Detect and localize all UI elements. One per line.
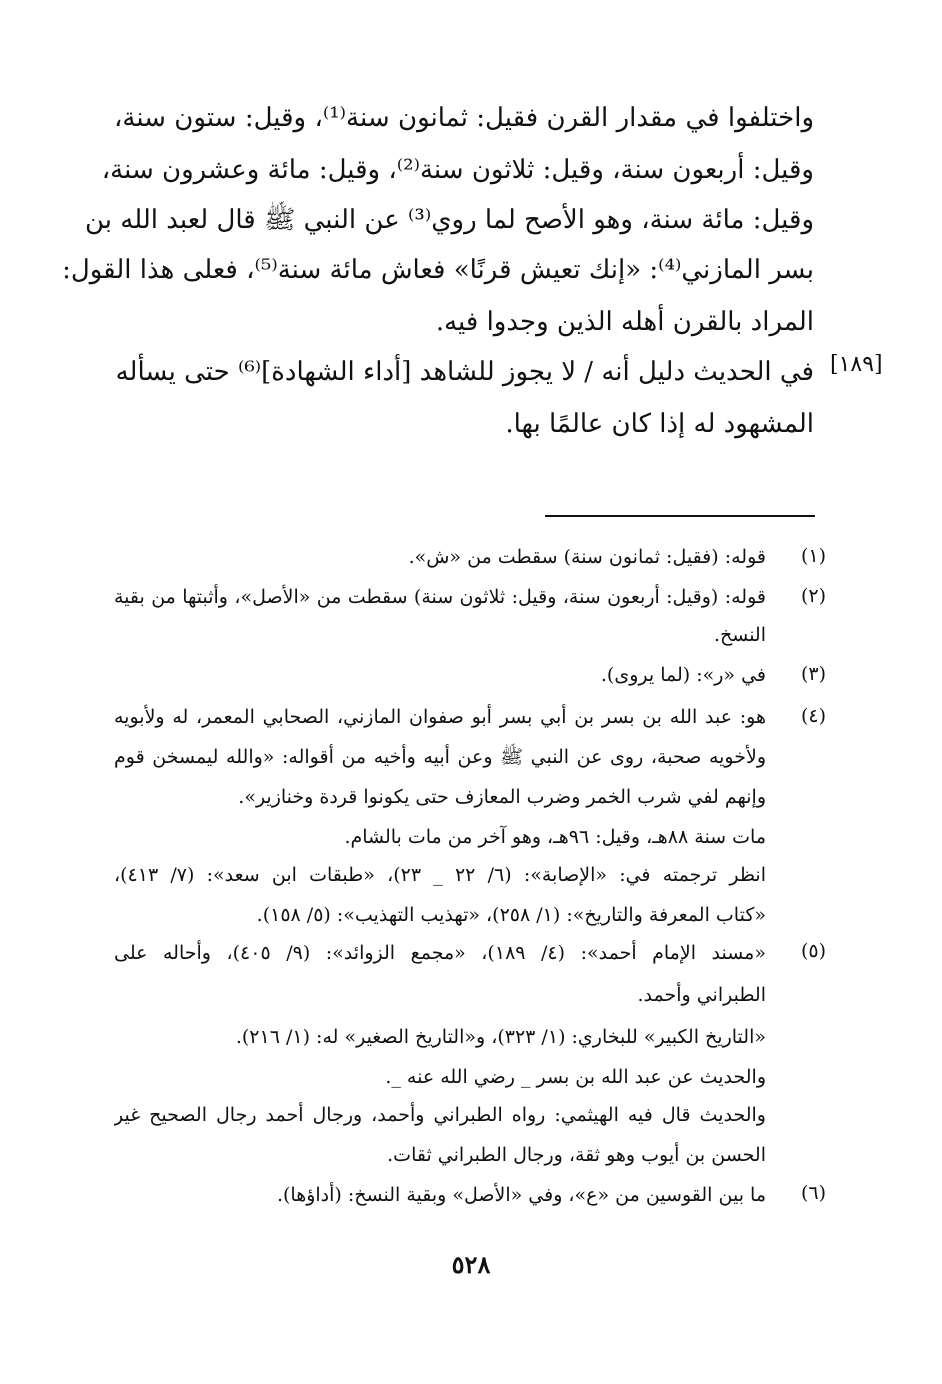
manuscript-folio-marker: [١٨٩] [830,352,883,377]
footnote-number-6: (٦) [800,1182,826,1204]
main-text-line-4: بسر المازني⁽⁴⁾: «إنك تعيش قرنًا» فعاش مائة سنة⁽⁵⁾، فعلى هذا القول: [62,255,814,285]
main-text-line-6: في الحديث دليل أنه / لا يجوز للشاهد [أداء الشهادة]⁽⁶⁾ حتى يسأله [115,357,814,387]
footnote-line: والحديث عن عبد الله بن بسر _ رضي الله عنه _. [385,1066,766,1088]
main-text-line-7: المشهود له إذا كان عالمًا بها. [505,409,814,439]
footnote-number-1: (١) [800,545,826,567]
footnote-line: في «ر»: (لما يروى). [600,664,766,686]
main-text-line-2: وقيل: أربعون سنة، وقيل: ثلاثون سنة⁽²⁾، وقيل: مائة وعشرون سنة، [101,155,814,185]
page-number: ٥٢٨ [451,1250,491,1279]
main-text-line-5: المراد بالقرن أهله الذين وجدوا فيه. [435,307,814,337]
footnote-line: «التاريخ الكبير» للبخاري: (١/ ٣٢٣)، و«التاريخ الصغير» له: (١/ ٢١٦). [235,1026,766,1048]
footnote-line: «كتاب المعرفة والتاريخ»: (١/ ٢٥٨)، «تهذيب التهذيب»: (٥/ ١٥٨). [256,904,766,926]
footnote-line: وإنهم لفي شرب الخمر وضرب المعازف حتى يكونوا قردة وخنازير». [238,786,766,808]
footnote-separator [545,515,815,517]
main-text-line-3: وقيل: مائة سنة، وهو الأصح لما روي⁽³⁾ عن النبي ﷺ قال لعبد الله بن [84,205,814,235]
footnote-line: «مسند الإمام أحمد»: (٤/ ١٨٩)، «مجمع الزوائد»: (٩/ ٤٠٥)، وأحاله على [114,942,766,964]
footnote-line: النسخ. [713,624,766,646]
footnote-number-3: (٣) [800,663,826,685]
footnote-line: ما بين القوسين من «ع»، وفي «الأصل» وبقية النسخ: (أداؤها). [276,1184,766,1206]
footnote-number-2: (٢) [800,585,826,607]
footnote-line: والحديث قال فيه الهيثمي: رواه الطبراني وأحمد، ورجال أحمد رجال الصحيح غير [114,1104,766,1126]
footnote-number-5: (٥) [800,940,826,962]
main-text-line-1: واختلفوا في مقدار القرن فقيل: ثمانون سنة⁽¹⁾، وقيل: ستون سنة، [114,103,814,133]
footnote-line: مات سنة ٨٨هـ، وقيل: ٩٦هـ، وهو آخر من مات بالشام. [344,826,766,848]
footnote-line: الطبراني وأحمد. [637,984,766,1006]
footnote-line: الحسن بن أيوب وهو ثقة، ورجال الطبراني ثقات. [387,1144,766,1166]
footnote-line: قوله: (وقيل: أربعون سنة، وقيل: ثلاثون سنة) سقطت من «الأصل»، وأثبتها من بقية [114,586,766,608]
footnote-line: ولأخويه صحبة، روى عن النبي ﷺ وعن أبيه وأخيه من أقواله: «والله ليمسخن قوم [114,746,766,768]
footnote-line: انظر ترجمته في: «الإصابة»: (٦/ ٢٢ _ ٢٣)، «طبقات ابن سعد»: (٧/ ٤١٣)، [114,864,766,886]
footnote-line: هو: عبد الله بن بسر بن أبي بسر أبو صفوان المازني، الصحابي المعمر، له ولأبويه [114,706,766,728]
footnote-number-4: (٤) [800,705,826,727]
footnote-line: قوله: (فقيل: ثمانون سنة) سقطت من «ش». [408,546,766,568]
